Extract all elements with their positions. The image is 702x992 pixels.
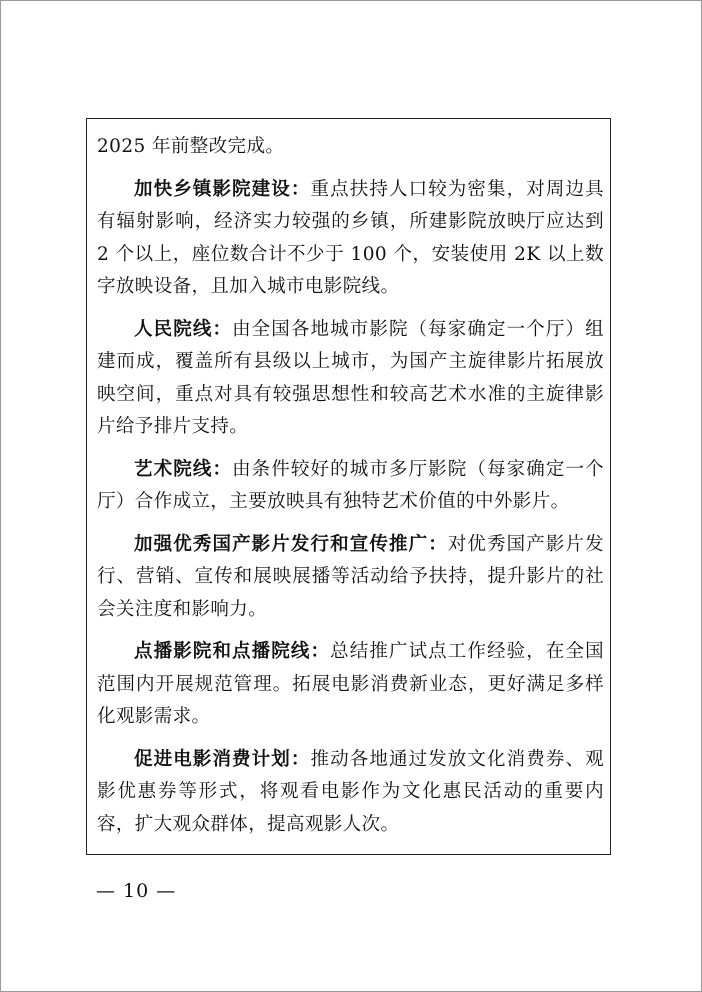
paragraph-art-cinema-line <box>97 454 604 519</box>
paragraph-heading: 艺术院线： <box>134 458 233 480</box>
paragraph-township-cinemas <box>97 174 604 304</box>
paragraph-continuation <box>97 131 604 164</box>
boxed-text-frame <box>86 118 611 855</box>
paragraph-film-promotion <box>97 529 604 627</box>
paragraph-text: 总结推广试点工作经验，在全国范围内开展规范管理。拓展电影消费新业态，更好满足多样化观影需求。 <box>97 641 604 727</box>
paragraph-heading: 促进电影消费计划： <box>134 748 311 770</box>
page-number: — 10 — <box>96 880 177 902</box>
paragraph-text: 2025 年前整改完成。 <box>97 136 285 157</box>
paragraph-text: 重点扶持人口较为密集，对周边具有辐射影响，经济实力较强的乡镇，所建影院放映厅应达到 2 个以上，座位数合计不少于 100 个，安装使用 2K 以上数字放映设备，且加入城市电影院线。 <box>97 178 604 297</box>
paragraph-consumption-plan <box>97 744 604 842</box>
paragraph-text: 由全国各地城市影院（每家确定一个厅）组建而成，覆盖所有县级以上城市，为国产主旋律影片拓展放映空间，重点对具有较强思想性和较高艺术水准的主旋律影片给予排片支持。 <box>97 318 604 437</box>
paragraph-text: 推动各地通过发放文化消费券、观影优惠券等形式，将观看电影作为文化惠民活动的重要内容，扩大观众群体，提高观影人次。 <box>97 748 604 835</box>
paragraph-text: 由条件较好的城市多厅影院（每家确定一个厅）合作成立，主要放映具有独特艺术价值的中外影片。 <box>97 458 604 512</box>
paragraph-peoples-cinema-line <box>97 314 604 444</box>
paragraph-heading: 加强优秀国产影片发行和宣传推广： <box>134 533 448 555</box>
paragraph-text: 对优秀国产影片发行、营销、宣传和展映展播等活动给予扶持，提升影片的社会关注度和影响力。 <box>97 533 605 620</box>
paragraph-heading: 点播影院和点播院线： <box>134 641 331 662</box>
paragraph-heading: 加快乡镇影院建设： <box>134 178 311 200</box>
paragraph-on-demand-cinemas <box>97 636 604 734</box>
paragraph-heading: 人民院线： <box>134 318 233 340</box>
